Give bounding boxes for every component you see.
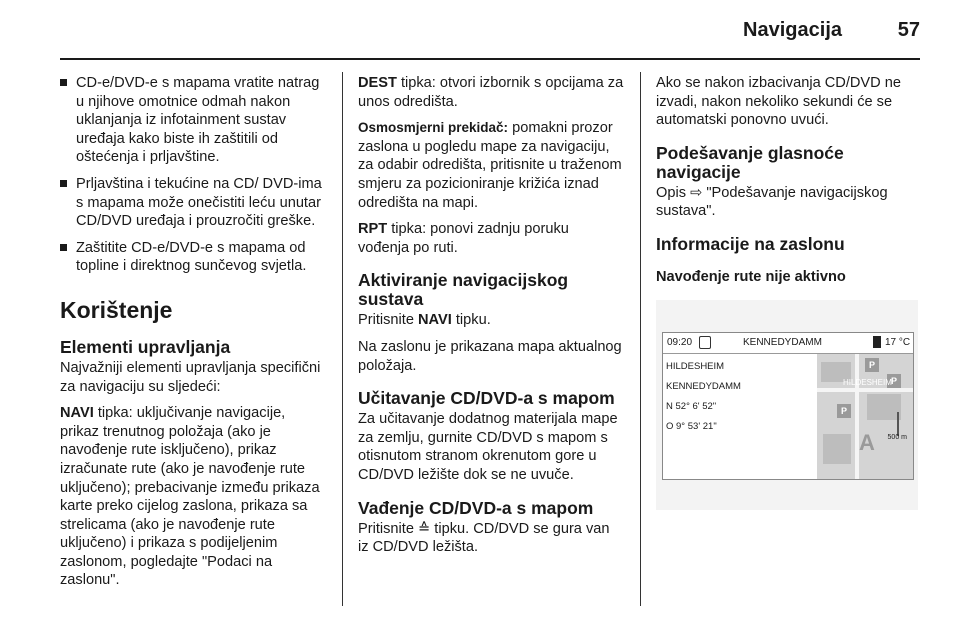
heading-glasnoca: Podešavanje glasnoće navigacije [656,142,844,182]
motorway-marker: A [859,430,875,455]
bullet-square-icon [60,180,67,187]
page-header [0,0,960,58]
eject-icon: ≙ [418,520,431,537]
intro-text: Najvažniji elementi upravljanja specifični za navigaciju su sljedeći: [60,359,321,395]
navigation-mode-icon [699,336,711,349]
ejection-text: Ako se nakon izbacivanja CD/DVD ne izvadi, nakon nekoliko sekundi će se automatski ponovno uvući. [656,75,901,129]
clock: 09:20 [667,337,693,348]
column-right [656,74,926,295]
display-screenshot [656,300,918,510]
header-rule [60,58,920,60]
position-info [666,357,814,437]
heading-informacije: Informacije na zaslonu [656,233,845,254]
heading-navodenje: Navođenje rute nije aktivno [656,268,846,285]
bullet-square-icon [60,79,67,86]
column-divider [640,72,641,606]
vadenje-text: Pritisnite ≙ tipku. CD/DVD se gura van iz CD/DVD ležišta. [358,520,610,556]
street-line: KENNEDYDAMM [666,381,741,392]
glasnoca-text: Opis ⇨ "Podešavanje navigacijskog sustava". [656,184,888,220]
bullet-item: CD-e/DVD-e s mapama vratite natrag u njihove omotnice odmah nakon uklanjanja iz infotainment sustav uređaja kako biste ih zaštitili od oštećenja i prljavštine. [60,74,328,167]
scale-bar [897,412,899,436]
scale-label: 500 m [887,434,907,441]
arrow-reference-icon: ⇨ [690,184,703,201]
parking-icon: P [865,358,879,372]
navi-paragraph: NAVI tipka: uključivanje navigacije, prikaz trenutnog položaja (ako je navođenje rute isključeno), prikaz izračunate rute (ako je navođenje rute uključeno); prebacivanje između prikaza karte preko cijelog zaslona, prikaza sa strelicama (ako je navođenje rute uključeno) i prikaza s podijeljenim zaslonom, pogledajte "Podaci na zaslonu". [60,405,320,589]
page-number: 57 [897,19,920,41]
phone-icon [873,336,881,348]
dest-paragraph: DEST tipka: otvori izbornik s opcijama za unos odredišta. [358,75,624,110]
longitude-line: O 9° 53' 21" [666,421,717,432]
osmosmjerni-paragraph: Osmosmjerni prekidač: pomakni prozor zaslona u pogledu mape za navigaciju, za odabir odredišta, pritisnite u traženom smjeru za pozicioniranje križića iznad odredišta na mapi. [358,120,622,211]
latitude-line: N 52° 6' 52" [666,401,717,412]
heading-ucitavanje: Učitavanje CD/DVD-a s mapom [358,388,615,409]
map-view [817,354,913,479]
aktiviranje-text: Pritisnite NAVI tipku. [358,312,491,329]
heading-aktiviranje: Aktiviranje navigacijskog sustava [358,270,569,310]
column-left [60,74,328,598]
parking-icon: P [887,374,901,388]
ucitavanje-text: Za učitavanje dodatnog materijala mape za zemlju, gurnite CD/DVD s mapom s otisnutom stranom okrenutom gore u CD/DVD ležište dok se ne uvuče. [358,411,618,483]
heading-elementi: Elementi upravljanja [60,336,231,357]
parking-icon: P [837,404,851,418]
bullet-square-icon [60,244,67,251]
map-city-label: HILDESHEIM [843,378,892,387]
rpt-paragraph: RPT tipka: ponovi zadnju poruku vođenja po ruti. [358,221,569,256]
section-title: Navigacija [743,19,842,41]
bullet-item: Prljavština i tekućine na CD/ DVD-ima s mapama može onečistiti leću unutar CD/DVD uređaja i prouzročiti greške. [60,175,328,231]
navigation-screen [662,332,914,480]
column-middle [358,74,624,565]
heading-koristenje: Korištenje [60,296,173,323]
city-line: HILDESHEIM [666,361,725,372]
status-bar [663,333,913,354]
bullet-item: Zaštitite CD-e/DVD-e s mapama od topline i direktnog sunčevog svjetla. [60,239,328,276]
column-divider [342,72,343,606]
street-name: KENNEDYDAMM [743,337,822,348]
aktiviranje-text-2: Na zaslonu je prikazana mapa aktualnog položaja. [358,338,622,374]
temperature: 17 °C [885,337,911,348]
heading-vadenje: Vađenje CD/DVD-a s mapom [358,497,594,518]
